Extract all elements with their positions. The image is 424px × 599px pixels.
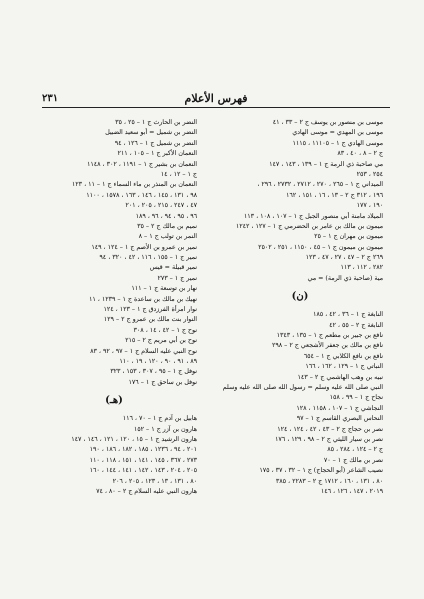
index-entry: نوح بن أبي مريم ج ٢ – ٢١٥ xyxy=(125,337,197,345)
index-entry: النضر بن شميل ج ١ – ١٢٦ ، ٩٤ xyxy=(114,139,197,147)
index-entry: النمر بن تولب ج ١ – ٨ xyxy=(138,233,197,241)
index-entry: موسى بن المهدي = موسى الهادي xyxy=(292,129,383,137)
index-entry: هارون الرشيد ج ١ – ١٥ ، ١٢٠ ، ١٢١ ، ١٤٦ ، ١٤٧ xyxy=(71,435,197,443)
index-entry: ج ٢ – ٨ ، ٤٠ ، ٨٣ xyxy=(337,150,383,158)
index-entry: نميم بن مالك ج ٢ – ٣٥ xyxy=(137,222,197,230)
section-letter: (ن) xyxy=(291,291,309,303)
index-entry: نمير بن عمرو بن الأصم ج ١ – ١٢٤ ، ١٤٩ xyxy=(91,243,197,251)
index-entry: نصيب الشاعر (أبو الحجاج) ج ١ – ٣٢ ، ٣٧ ، ١٧٥ xyxy=(259,467,383,475)
index-entry: النبي صلى الله عليه وسلم = رسول الله صلى الله عليه وسلم xyxy=(222,383,383,391)
index-entry: هارون بن آزر ج ١ – ١٥٢ xyxy=(133,425,197,433)
index-entry: نوح النبي عليه السلام ج ١ – ٩٧ ، ٩٢ ، ٨٣ xyxy=(90,347,197,355)
index-entry: موسى الهادي ج ١ – ١١١٠٥ ، ١١١٥ xyxy=(292,139,383,147)
index-entry: نصر بن مالك ج ١ – ٧٠ xyxy=(323,456,383,464)
index-entry: نمير ج ١ – ٢٧٣ xyxy=(157,274,197,282)
index-entry: الميداني ج ١ – ٢٦٥ ، ٢٧٠ ، ٢٧١٢ ، ٢٧٣٢ ، ٢٩٦ ، xyxy=(257,181,383,189)
index-entry: النابغة ج ٢ – ٥٥ ، ٤٢ xyxy=(329,321,383,329)
index-entry: نهيك بن مالك بن ساعدة ج ١ – ١٢٣٩ ، ١١ xyxy=(89,295,197,303)
index-entry: ٩٦ ، ٩٥ ، ٩٤ ، ٩٦ ، ١٨٩ xyxy=(135,212,197,220)
index-entry: نوار امرأة الفرزدق ج ١ – ١٢٣ ، ١٢٤ xyxy=(103,306,197,314)
index-entry: نافع بن نافع الكلابي ج ١ – ٦٥٤ xyxy=(303,352,383,360)
index-entry: ١٩٠ ، ١٧٧ xyxy=(356,202,383,210)
index-entry: النضر بن شميل = أبو سعيد الضبيل xyxy=(105,129,197,137)
index-entry: نمير قبيلة = قيس xyxy=(149,264,197,272)
index-entry: ٢٦٩ ج ٢ – ٤٧ ، ٢٧ ، ٤٧ ، ١٢٣ xyxy=(305,254,383,262)
index-entry: نمير ج ١ – ١٥٥ ، ١١٦ ، ٤٢ ، ٣٢٠ ، ٩٤ xyxy=(99,254,197,262)
index-entry: نافع بن مالك بن جعفر الأشجعي ج ٢ – ٢٩٨ xyxy=(272,342,383,350)
index-entry: النابغة ج ١ – ٣٦ ، ٤٢ ، ١٨٥ xyxy=(312,311,383,319)
index-entry: مي صاحبة ذي الرمة ج ١ – ١٣٩ ، ١٤٣ ، ١٤٧ xyxy=(269,160,383,168)
index-entry: مية (صاحبة ذي الرمة) = مي xyxy=(307,274,383,282)
index-entry: النعمان بن بشير ج ١ – ١١٩١ ، ٣٠٢ ، ١١٤٨ xyxy=(86,160,197,168)
index-entry: نبيه بن وهب الهاشمي ج ٢ – ١٤٣ xyxy=(297,373,383,381)
index-entry: النعمان الأكبر ج ١ – ١٠٥ ، ٢١١ xyxy=(117,150,197,158)
section-letter: (هـ) xyxy=(105,395,123,407)
index-entry: ٢٠١٩ ، ١٤٧ ، ١٢٦ ، ١٤٦ xyxy=(320,487,383,495)
index-entry: النجاشي ج ١ – ١٠٧ ، ١١٥٨ ، ١٢٨ xyxy=(296,404,383,412)
index-entry: النعمان بن المنذر بن ماء السماء ج ١ – ١١ ، ١٢٣ xyxy=(71,181,197,189)
index-entry: نصر بن سيار الليثي ج ٢ – ٩٨ ، ١٢٩ ، ١٧٦ xyxy=(275,435,383,443)
index-entry: النحاس البصري القاسم ج ١ – ٩٧ xyxy=(296,415,383,423)
index-entry: ميمون بن مالك بن عامر بن الحضرمي ج ١ – ١٢٧ ، ١٢٤٢ xyxy=(235,222,383,230)
index-entry: هابيل بن آدم ج ١ – ٧٠ ، ١١٦ xyxy=(122,415,197,423)
index-entry: ٨٠ ، ١٣١ ، ١٦٠ ، ١٧١٢ ج ٢ – ٢٢٨٣ ، ٣٨٥ xyxy=(275,477,383,485)
index-entry: ٢٠٥ ، ٢٠٤ ، ١٤٣ ، ١٤٢ ، ١٤١ ، ١٤٤ ، ١٦٠ xyxy=(89,467,197,475)
index-entry: نجاح ج ١ – ٩٩ ، ١٥٨ xyxy=(329,394,383,402)
index-entry: ٨٩ ، ٩١ ، ٩٠ ، ١٢٠ ، ١٩ ، ١١٠ xyxy=(119,357,197,365)
index-entry: ١٩٦ ، ٣١٢ ج ٢ – ١٣ ، ١٦ ، ١٥١ ، ١٦٢ xyxy=(286,191,383,199)
index-entry: نوح ج ١ – ٤٢ ، ١٤ ، ٣٠٨ xyxy=(133,326,197,334)
index-entry: نافع بن جبير بن مطعم ج ١ – ١٣٥ ، ١٣٤٣ xyxy=(276,332,383,340)
index-entry: النضر بن الحارث ج ١ – ٢٥ ، ٣٥ xyxy=(115,119,197,126)
index-entry: نوفل ج ١ – ٩٥ ، ٣٠٧ ، ١٥٣ ، ٣٢٣ xyxy=(110,368,197,376)
index-entry: ٩٨ ، ١٣١ ، ١٤٥ ، ١٤٦ ، ١٦٣ ، ١٥٧٨ ، ١١٠٠ xyxy=(86,191,197,199)
index-entry: ٤٧ ، ٢٤٧ ، ٢١٥ ، ٢٠٥ ، ٢٠١ xyxy=(125,202,197,210)
page-header xyxy=(42,92,390,108)
index-entry: النباتي ج ١ – ١٢٩ ، ١٦٢ ، ١٦٦ xyxy=(305,363,383,371)
index-entry: ٢٥٤ ، ٢٥٣ xyxy=(356,170,383,178)
index-entry: نهار بن توسعة ج ١ – ١١١ xyxy=(131,285,197,293)
page-title: فهرس الأعلام xyxy=(184,92,248,105)
index-entry: ج ٢ – ١٢٤ ، ٢٨٤ ، ٨٥ xyxy=(327,446,383,454)
index-entry: ٢٨٢ ، ١١٢ ، ١١٣ xyxy=(340,264,383,272)
index-entry: هارون النبي عليه السلام ج ٢ – ٨٠ ، ٧٤ xyxy=(96,487,197,495)
index-entry: ميمون بن مهران ج ١ – ٢٥ xyxy=(314,233,383,241)
page-number: ٢٣١ xyxy=(42,93,59,104)
index-entry: الميلاد مامنة أبي منصور الجبل ج ١ – ١٠٧ ، ١٠٨ ، ١١٣ xyxy=(243,212,383,220)
index-entry: ٢٧٣ ، ٣٦٧ ، ١٤٥ ، ١٤١ ، ١٥١ ، ١١٨ ، ١١٠ xyxy=(89,456,197,464)
index-entry: ج ١ – ١٢ ، ١٤ xyxy=(160,170,197,178)
index-entry: نصر بن حجاج ج ٢ – ٤٣ ، ٤٢ ، ١٢٤ ، ١٢٤ xyxy=(277,425,383,433)
index-entry: نوفل بن ساحق ج ١ – ١٧٦ xyxy=(128,378,197,386)
index-entry: ميمون بن ميمون ج ١ – ٤٥ ، ١١٥٠ ، ٢٥١ ، ٢٥٠٢ xyxy=(258,243,383,251)
index-entry: ٢٠١ ، ٩٤ ، ١٢٣٦ ، ١٨٥ ، ١٨٢ ، ١٨٦ ، ١٩٠ xyxy=(89,446,197,454)
index-entry: النوار بنت مالك بن عمرو ج ٢ – ١٢٩ xyxy=(103,316,197,324)
index-entry: موسى بن منصور بن يوسف ج ٢ – ٣٣ ، ٤١ xyxy=(272,119,383,126)
index-column-right xyxy=(217,118,383,497)
index-column-left xyxy=(31,118,197,497)
index-entry: ٨٠ ، ١٣١ ، ١٣ ، ١٢٣ ، ٢٠٥ ، ٢٠٦ xyxy=(112,477,197,485)
